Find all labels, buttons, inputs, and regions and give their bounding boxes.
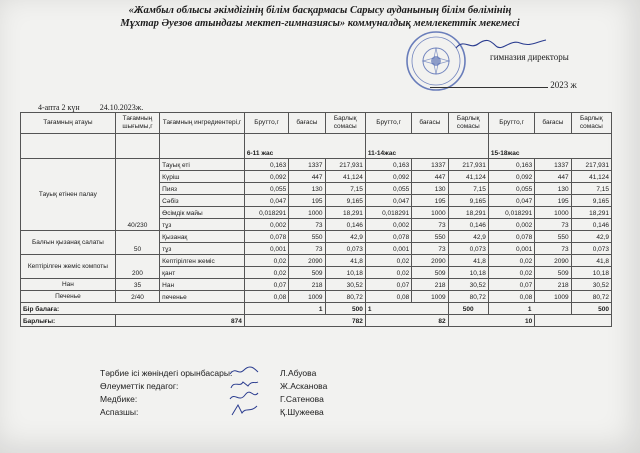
value-cell: 0,07 xyxy=(365,279,411,291)
value-cell: 1337 xyxy=(412,159,448,171)
value-cell: 218 xyxy=(535,279,571,291)
value-cell: 41,124 xyxy=(325,171,365,183)
value-cell: 550 xyxy=(289,231,325,243)
value-cell: 217,931 xyxy=(325,159,365,171)
value-cell: 1337 xyxy=(535,159,571,171)
yield-cell: 200 xyxy=(115,255,159,279)
value-cell: 550 xyxy=(412,231,448,243)
value-cell: 0,02 xyxy=(488,255,534,267)
col-header: Тағамның ингредиентері,г xyxy=(160,113,245,134)
age-group-row xyxy=(21,134,612,159)
value-cell: 0,092 xyxy=(244,171,288,183)
value-cell: 0,146 xyxy=(325,219,365,231)
one-portion-value: 1 xyxy=(488,303,571,315)
value-cell: 0,02 xyxy=(244,255,288,267)
staff-role: Өлеуметтік педагог: xyxy=(100,381,179,391)
value-cell: 73 xyxy=(412,243,448,255)
signature-icon xyxy=(228,377,260,391)
value-cell: 217,931 xyxy=(571,159,611,171)
value-cell: 0,073 xyxy=(325,243,365,255)
value-cell: 80,72 xyxy=(448,291,488,303)
value-cell: 0,02 xyxy=(365,267,411,279)
date-row xyxy=(38,103,161,112)
col-header: Барлық сомасы xyxy=(448,113,488,134)
col-header: Барлық сомасы xyxy=(325,113,365,134)
table-row xyxy=(21,255,612,267)
value-cell: 0,078 xyxy=(488,231,534,243)
menu-date: 24.10.2023ж. xyxy=(99,103,144,112)
ingredient-cell: Қызанақ xyxy=(160,231,245,243)
table-header-row xyxy=(21,113,612,134)
value-cell: 1000 xyxy=(535,207,571,219)
one-portion-value: 500 xyxy=(325,303,365,315)
one-portion-value: 1 xyxy=(244,303,325,315)
age-group-label: 15-18жас xyxy=(488,134,611,159)
col-header: Брутто,г xyxy=(244,113,288,134)
value-cell: 0,018291 xyxy=(365,207,411,219)
col-header: Барлық сомасы xyxy=(571,113,611,134)
staff-name: Қ.Шужеева xyxy=(280,407,324,417)
table-row xyxy=(21,159,612,171)
value-cell: 0,092 xyxy=(488,171,534,183)
value-cell: 0,055 xyxy=(365,183,411,195)
value-cell: 447 xyxy=(412,171,448,183)
ingredient-cell: тұз xyxy=(160,243,245,255)
value-cell: 0,163 xyxy=(365,159,411,171)
value-cell: 73 xyxy=(289,243,325,255)
value-cell: 7,15 xyxy=(325,183,365,195)
value-cell: 42,9 xyxy=(571,231,611,243)
value-cell: 7,15 xyxy=(571,183,611,195)
staff-role: Тәрбие ісі жөніндегі орынбасары: xyxy=(100,368,233,378)
value-cell: 42,9 xyxy=(325,231,365,243)
one-portion-value: 500 xyxy=(571,303,611,315)
ingredient-cell: Өсімдік майы xyxy=(160,207,245,219)
col-header: Тағамның атауы xyxy=(21,113,116,134)
total-value: 82 xyxy=(365,315,448,327)
value-cell: 2090 xyxy=(535,255,571,267)
ingredient-cell: Кептірілген жеміс xyxy=(160,255,245,267)
value-cell: 41,124 xyxy=(571,171,611,183)
value-cell: 130 xyxy=(535,183,571,195)
value-cell: 73 xyxy=(535,219,571,231)
age-group-label: 6-11 жас xyxy=(244,134,365,159)
value-cell: 0,163 xyxy=(488,159,534,171)
value-cell: 0,047 xyxy=(488,195,534,207)
value-cell: 2090 xyxy=(289,255,325,267)
value-cell: 195 xyxy=(412,195,448,207)
total-value: 874 xyxy=(115,315,244,327)
value-cell: 218 xyxy=(412,279,448,291)
value-cell: 10,18 xyxy=(448,267,488,279)
value-cell: 509 xyxy=(412,267,448,279)
approval-year: 2023 ж xyxy=(550,80,577,90)
value-cell: 0,078 xyxy=(365,231,411,243)
value-cell: 447 xyxy=(289,171,325,183)
value-cell: 0,02 xyxy=(488,267,534,279)
value-cell: 0,08 xyxy=(365,291,411,303)
value-cell: 1009 xyxy=(535,291,571,303)
value-cell: 195 xyxy=(289,195,325,207)
one-portion-value: 1 xyxy=(365,303,448,315)
value-cell: 9,165 xyxy=(571,195,611,207)
value-cell: 73 xyxy=(535,243,571,255)
value-cell: 30,52 xyxy=(571,279,611,291)
staff-role: Медбике: xyxy=(100,394,138,404)
value-cell: 73 xyxy=(289,219,325,231)
director-signature-icon xyxy=(450,36,550,52)
value-cell: 0,002 xyxy=(244,219,288,231)
staff-role: Аспазшы: xyxy=(100,407,139,417)
value-cell: 0,002 xyxy=(488,219,534,231)
ingredient-cell: қант xyxy=(160,267,245,279)
one-portion-label: Бір балаға: xyxy=(21,303,245,315)
total-label: Барлығы: xyxy=(21,315,116,327)
value-cell: 41,8 xyxy=(571,255,611,267)
value-cell: 2090 xyxy=(412,255,448,267)
value-cell: 42,9 xyxy=(448,231,488,243)
value-cell: 7,15 xyxy=(448,183,488,195)
ingredient-cell: Күріш xyxy=(160,171,245,183)
yield-cell: 35 xyxy=(115,279,159,291)
value-cell: 0,055 xyxy=(244,183,288,195)
value-cell: 9,165 xyxy=(325,195,365,207)
dish-name-cell: Нан xyxy=(21,279,116,291)
value-cell: 0,163 xyxy=(244,159,288,171)
value-cell: 509 xyxy=(289,267,325,279)
value-cell: 0,08 xyxy=(488,291,534,303)
col-header: бағасы xyxy=(412,113,448,134)
col-header: Брутто,г xyxy=(365,113,411,134)
value-cell: 0,073 xyxy=(448,243,488,255)
value-cell: 10,18 xyxy=(325,267,365,279)
value-cell: 0,002 xyxy=(365,219,411,231)
value-cell: 0,001 xyxy=(244,243,288,255)
dish-name-cell: Кептірілген жеміс компоты xyxy=(21,255,116,279)
total-value: 10 xyxy=(448,315,535,327)
value-cell: 0,092 xyxy=(365,171,411,183)
col-header: Тағамның шығымы,г xyxy=(115,113,159,134)
dish-name-cell: Балғын қызанақ салаты xyxy=(21,231,116,255)
value-cell: 130 xyxy=(289,183,325,195)
age-group-label: 11-14жас xyxy=(365,134,488,159)
dish-name-cell: Тауық етінен палау xyxy=(21,159,116,231)
yield-cell: 50 xyxy=(115,231,159,255)
ingredient-cell: Нан xyxy=(160,279,245,291)
value-cell: 18,291 xyxy=(325,207,365,219)
value-cell: 0,07 xyxy=(244,279,288,291)
col-header: бағасы xyxy=(535,113,571,134)
value-cell: 130 xyxy=(412,183,448,195)
value-cell: 41,124 xyxy=(448,171,488,183)
value-cell: 0,02 xyxy=(244,267,288,279)
value-cell: 0,018291 xyxy=(244,207,288,219)
value-cell: 0,08 xyxy=(244,291,288,303)
staff-name: Г.Сатенова xyxy=(280,394,324,404)
ingredient-cell: Тауық еті xyxy=(160,159,245,171)
table-row xyxy=(21,231,612,243)
value-cell: 0,073 xyxy=(571,243,611,255)
value-cell: 0,047 xyxy=(244,195,288,207)
col-header: Брутто,г xyxy=(488,113,534,134)
value-cell: 10,18 xyxy=(571,267,611,279)
ingredient-cell: тұз xyxy=(160,219,245,231)
staff-name: Л.Абуова xyxy=(280,368,317,378)
header-line-1: «Жамбыл облысы әкімдігінің білім басқармасы Сарысу ауданының білім бөлімінің xyxy=(128,5,512,16)
year-blank-line xyxy=(430,87,548,88)
header-line-2: Мұхтар Әуезов атындағы мектеп-гимназиясы» коммуналдық мемлекеттік мекемесі xyxy=(120,18,520,29)
value-cell: 1000 xyxy=(412,207,448,219)
value-cell: 73 xyxy=(412,219,448,231)
value-cell: 195 xyxy=(535,195,571,207)
value-cell: 30,52 xyxy=(448,279,488,291)
value-cell: 9,165 xyxy=(448,195,488,207)
approval-year-line xyxy=(430,80,577,90)
total-value: 782 xyxy=(244,315,365,327)
signature-icon xyxy=(228,403,260,417)
value-cell: 1009 xyxy=(289,291,325,303)
value-cell: 18,291 xyxy=(448,207,488,219)
document-header xyxy=(95,4,545,30)
value-cell: 0,078 xyxy=(244,231,288,243)
value-cell: 0,018291 xyxy=(488,207,534,219)
value-cell: 80,72 xyxy=(325,291,365,303)
value-cell: 1337 xyxy=(289,159,325,171)
value-cell: 0,001 xyxy=(488,243,534,255)
ingredient-cell: Пияз xyxy=(160,183,245,195)
one-portion-row xyxy=(21,303,612,315)
menu-table xyxy=(20,112,612,327)
value-cell: 0,07 xyxy=(488,279,534,291)
value-cell: 30,52 xyxy=(325,279,365,291)
value-cell: 218 xyxy=(289,279,325,291)
col-header: бағасы xyxy=(289,113,325,134)
ingredient-cell: печенье xyxy=(160,291,245,303)
value-cell: 0,146 xyxy=(448,219,488,231)
table-row xyxy=(21,291,612,303)
value-cell: 0,02 xyxy=(365,255,411,267)
total-row xyxy=(21,315,612,327)
value-cell: 509 xyxy=(535,267,571,279)
value-cell: 550 xyxy=(535,231,571,243)
staff-name: Ж.Асканова xyxy=(280,381,328,391)
value-cell: 217,931 xyxy=(448,159,488,171)
yield-cell: 2/40 xyxy=(115,291,159,303)
value-cell: 0,047 xyxy=(365,195,411,207)
table-row xyxy=(21,279,612,291)
director-title: гимназия директоры xyxy=(490,52,569,62)
yield-cell: 40/230 xyxy=(115,159,159,231)
value-cell: 18,291 xyxy=(571,207,611,219)
value-cell: 1009 xyxy=(412,291,448,303)
value-cell: 447 xyxy=(535,171,571,183)
value-cell: 41,8 xyxy=(325,255,365,267)
value-cell: 80,72 xyxy=(571,291,611,303)
signature-icon xyxy=(228,390,260,404)
value-cell: 1000 xyxy=(289,207,325,219)
signature-icon xyxy=(228,364,260,378)
value-cell: 0,146 xyxy=(571,219,611,231)
value-cell: 41,8 xyxy=(448,255,488,267)
one-portion-value: 500 xyxy=(448,303,488,315)
week-day-label: 4-апта 2 күн xyxy=(38,103,80,112)
ingredient-cell: Сәбіз xyxy=(160,195,245,207)
dish-name-cell: Печенье xyxy=(21,291,116,303)
value-cell: 0,055 xyxy=(488,183,534,195)
value-cell: 0,001 xyxy=(365,243,411,255)
